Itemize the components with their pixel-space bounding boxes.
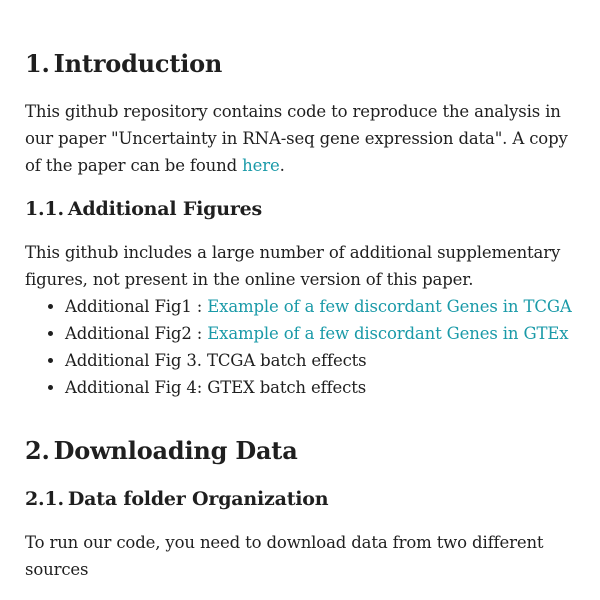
- introduction-paragraph: [25, 98, 585, 179]
- section-number: 2.: [25, 436, 50, 465]
- list-item: [65, 293, 600, 320]
- introduction-text: This github repository contains code to reproduce the analysis in our paper "Uncertainty in RNA-seq gene expression data". A copy of the paper can be found: [25, 102, 568, 175]
- data-folder-paragraph: To run our code, you need to download data from two different sources: [25, 533, 544, 579]
- section-number: 1.1.: [25, 198, 64, 220]
- section-heading-additional-figures: [25, 196, 262, 222]
- list-item: [65, 320, 600, 347]
- section-number: 2.1.: [25, 488, 64, 510]
- introduction-text-end: .: [279, 156, 285, 175]
- section-title: Data folder Organization: [67, 488, 329, 510]
- section-number: 1.: [25, 49, 50, 78]
- section-title: Downloading Data: [53, 436, 298, 465]
- paper-link[interactable]: here: [242, 156, 280, 175]
- section-heading-introduction: [25, 48, 222, 80]
- section-heading-data-folder: [25, 486, 328, 512]
- list-item-label: Additional Fig 4: GTEX batch effects: [65, 378, 367, 397]
- figure-link-tcga[interactable]: Example of a few discordant Genes in TCGA: [207, 297, 572, 316]
- section-title: Additional Figures: [67, 198, 263, 220]
- additional-figures-paragraph: This github includes a large number of additional supplementary figures, not present in the online version of this paper.: [25, 243, 561, 289]
- list-item-label: Additional Fig2 :: [65, 324, 208, 343]
- list-item-label: Additional Fig 3. TCGA batch effects: [65, 351, 367, 370]
- section-title: Introduction: [53, 49, 223, 78]
- list-item: [65, 374, 600, 401]
- section-heading-downloading-data: [25, 435, 298, 467]
- list-item: [65, 347, 600, 374]
- additional-figures-list: [25, 293, 600, 401]
- figure-link-gtex[interactable]: Example of a few discordant Genes in GTEx: [207, 324, 569, 343]
- list-item-label: Additional Fig1 :: [65, 297, 208, 316]
